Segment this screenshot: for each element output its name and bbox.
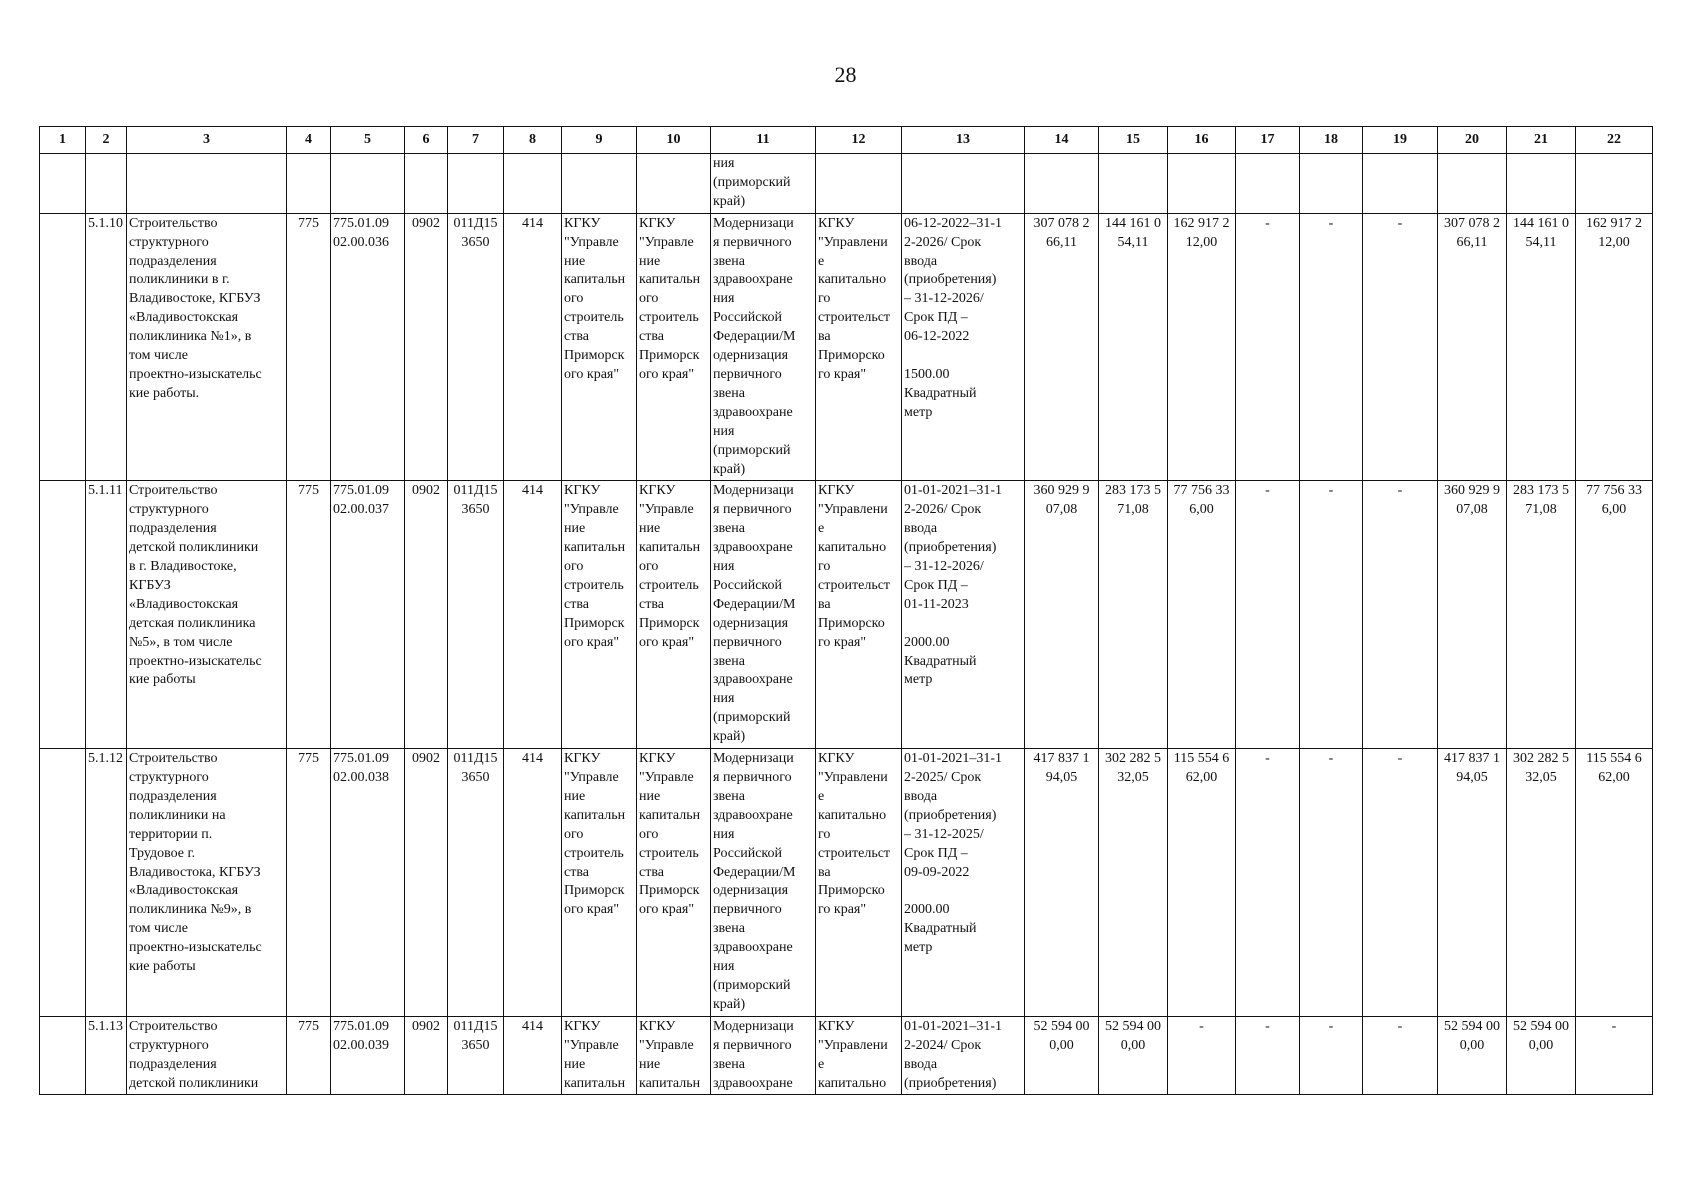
table-cell: 011Д15 3650 <box>448 749 504 1017</box>
table-cell: 414 <box>504 749 562 1017</box>
table-cell: 775.01.09 02.00.037 <box>331 481 405 749</box>
header-cell: 16 <box>1168 127 1236 154</box>
table-cell <box>86 154 127 214</box>
table-row <box>40 1016 1653 1095</box>
header-cell: 5 <box>331 127 405 154</box>
table-cell: 5.1.10 <box>86 213 127 481</box>
header-cell: 20 <box>1438 127 1507 154</box>
table-cell <box>1236 154 1300 214</box>
table-cell: 52 594 00 0,00 <box>1507 1016 1576 1095</box>
header-cell: 15 <box>1099 127 1168 154</box>
table-cell: 775 <box>287 749 331 1017</box>
table-row <box>40 213 1653 481</box>
table-cell: КГКУ "Управлени е капитально го строительст ва Приморско го края" <box>816 481 902 749</box>
table-cell <box>1025 154 1099 214</box>
table-cell: КГКУ "Управле ние капитальн ого строитель ства Приморск ого края" <box>562 749 637 1017</box>
table-cell: - <box>1300 213 1363 481</box>
table-cell: - <box>1236 1016 1300 1095</box>
header-cell: 8 <box>504 127 562 154</box>
table-cell: 414 <box>504 213 562 481</box>
table-cell: 5.1.12 <box>86 749 127 1017</box>
table-cell <box>504 154 562 214</box>
table-cell: Строительство структурного подразделения детской поликлиники в г. Владивостоке, КГБУЗ «Владивостокская детская поликлиника №5», в том числе проектно-изыскательс кие работы <box>127 481 287 749</box>
table-cell <box>1363 154 1438 214</box>
table-cell <box>40 481 86 749</box>
table-cell <box>1438 154 1507 214</box>
table-cell: Строительство структурного подразделения поликлиники в г. Владивостоке, КГБУЗ «Владивостокская поликлиника №1», в том числе проектно-изыскательс кие работы. <box>127 213 287 481</box>
header-cell: 22 <box>1576 127 1653 154</box>
table-cell: 115 554 6 62,00 <box>1168 749 1236 1017</box>
table-cell: 77 756 33 6,00 <box>1168 481 1236 749</box>
table-cell: 775 <box>287 481 331 749</box>
table-cell: - <box>1168 1016 1236 1095</box>
header-cell: 21 <box>1507 127 1576 154</box>
table-cell: 011Д15 3650 <box>448 1016 504 1095</box>
budget-table <box>39 126 1653 1095</box>
table-cell: 775.01.09 02.00.039 <box>331 1016 405 1095</box>
table-cell <box>637 154 711 214</box>
table-row <box>40 481 1653 749</box>
table-cell: Модернизаци я первичного звена здравоохране ния Российской Федерации/М одернизация первичного звена здравоохране ния (приморский край) <box>711 213 816 481</box>
table-cell: КГКУ "Управле ние капитальн ого строитель ства Приморск ого края" <box>637 481 711 749</box>
header-cell: 3 <box>127 127 287 154</box>
table-cell: КГКУ "Управлени е капитально <box>816 1016 902 1095</box>
table-cell: КГКУ "Управлени е капитально го строительст ва Приморско го края" <box>816 749 902 1017</box>
table-cell: 307 078 2 66,11 <box>1438 213 1507 481</box>
table-cell: 162 917 2 12,00 <box>1168 213 1236 481</box>
table-cell: 283 173 5 71,08 <box>1099 481 1168 749</box>
table-cell: 414 <box>504 481 562 749</box>
table-cell <box>40 1016 86 1095</box>
table-cell <box>1507 154 1576 214</box>
table-cell: 01-01-2021–31-1 2-2024/ Срок ввода (приобретения) <box>902 1016 1025 1095</box>
table-cell: - <box>1300 481 1363 749</box>
table-cell: Модернизаци я первичного звена здравоохране <box>711 1016 816 1095</box>
table-cell: 52 594 00 0,00 <box>1099 1016 1168 1095</box>
header-cell: 17 <box>1236 127 1300 154</box>
table-cell: - <box>1236 749 1300 1017</box>
header-cell: 13 <box>902 127 1025 154</box>
table-cell: 0902 <box>405 1016 448 1095</box>
page-number: 28 <box>834 62 857 87</box>
table-cell <box>902 154 1025 214</box>
header-cell: 9 <box>562 127 637 154</box>
table-cell: 775.01.09 02.00.038 <box>331 749 405 1017</box>
table-cell: 011Д15 3650 <box>448 481 504 749</box>
table-cell: КГКУ "Управле ние капитальн ого строитель ства Приморск ого края" <box>637 749 711 1017</box>
table-cell: - <box>1236 481 1300 749</box>
table-cell: - <box>1300 1016 1363 1095</box>
table-cell <box>562 154 637 214</box>
table-cell: 302 282 5 32,05 <box>1099 749 1168 1017</box>
table-cell <box>40 213 86 481</box>
table-cell: - <box>1576 1016 1653 1095</box>
table-cell: 775 <box>287 213 331 481</box>
header-cell: 12 <box>816 127 902 154</box>
table-cell: - <box>1363 749 1438 1017</box>
table-cell <box>405 154 448 214</box>
header-cell: 14 <box>1025 127 1099 154</box>
table-cell: 52 594 00 0,00 <box>1438 1016 1507 1095</box>
table-cell: 360 929 9 07,08 <box>1438 481 1507 749</box>
column-number-header <box>40 127 1653 154</box>
table-cell: 414 <box>504 1016 562 1095</box>
table-cell: КГКУ "Управле ние капитальн <box>637 1016 711 1095</box>
table-cell <box>1099 154 1168 214</box>
header-cell: 18 <box>1300 127 1363 154</box>
header-cell: 7 <box>448 127 504 154</box>
table-cell <box>816 154 902 214</box>
table-cell: 360 929 9 07,08 <box>1025 481 1099 749</box>
table-cell: 417 837 1 94,05 <box>1025 749 1099 1017</box>
table-cell: 115 554 6 62,00 <box>1576 749 1653 1017</box>
table-cell: 06-12-2022–31-1 2-2026/ Срок ввода (приобретения) – 31-12-2026/ Срок ПД – 06-12-2022 1500.00 Квадратный метр <box>902 213 1025 481</box>
table-cell: 01-01-2021–31-1 2-2026/ Срок ввода (приобретения) – 31-12-2026/ Срок ПД – 01-11-2023 2000.00 Квадратный метр <box>902 481 1025 749</box>
continuation-row <box>40 154 1653 214</box>
table-cell <box>287 154 331 214</box>
table-cell: 01-01-2021–31-1 2-2025/ Срок ввода (приобретения) – 31-12-2025/ Срок ПД – 09-09-2022 2000.00 Квадратный метр <box>902 749 1025 1017</box>
header-cell: 2 <box>86 127 127 154</box>
table-cell <box>1168 154 1236 214</box>
table-cell <box>1300 154 1363 214</box>
table-cell: 417 837 1 94,05 <box>1438 749 1507 1017</box>
table-cell: 283 173 5 71,08 <box>1507 481 1576 749</box>
header-cell: 10 <box>637 127 711 154</box>
table-cell: 775 <box>287 1016 331 1095</box>
table-cell: КГКУ "Управле ние капитальн <box>562 1016 637 1095</box>
table-cell: - <box>1236 213 1300 481</box>
table-cell: 0902 <box>405 481 448 749</box>
table-cell: - <box>1363 481 1438 749</box>
table-cell <box>448 154 504 214</box>
table-row <box>40 749 1653 1017</box>
table-cell: 144 161 0 54,11 <box>1099 213 1168 481</box>
table-cell: Модернизаци я первичного звена здравоохране ния Российской Федерации/М одернизация первичного звена здравоохране ния (приморский край) <box>711 481 816 749</box>
table-cell: КГКУ "Управлени е капитально го строительст ва Приморско го края" <box>816 213 902 481</box>
header-cell: 1 <box>40 127 86 154</box>
table-cell: КГКУ "Управле ние капитальн ого строитель ства Приморск ого края" <box>562 481 637 749</box>
table-cell: КГКУ "Управле ние капитальн ого строитель ства Приморск ого края" <box>562 213 637 481</box>
header-cell: 4 <box>287 127 331 154</box>
table-cell: 5.1.11 <box>86 481 127 749</box>
table-cell <box>331 154 405 214</box>
table-cell: ния (приморский край) <box>711 154 816 214</box>
table-cell: 5.1.13 <box>86 1016 127 1095</box>
table-cell: 775.01.09 02.00.036 <box>331 213 405 481</box>
table-cell <box>40 154 86 214</box>
header-cell: 19 <box>1363 127 1438 154</box>
table-cell: 52 594 00 0,00 <box>1025 1016 1099 1095</box>
header-cell: 6 <box>405 127 448 154</box>
table-cell: - <box>1363 1016 1438 1095</box>
table-cell: 162 917 2 12,00 <box>1576 213 1653 481</box>
table-cell: Строительство структурного подразделения детской поликлиники <box>127 1016 287 1095</box>
table-cell: 77 756 33 6,00 <box>1576 481 1653 749</box>
table-cell: КГКУ "Управле ние капитальн ого строитель ства Приморск ого края" <box>637 213 711 481</box>
table-cell: - <box>1363 213 1438 481</box>
table-cell: 0902 <box>405 213 448 481</box>
table-cell: - <box>1300 749 1363 1017</box>
table-cell: 307 078 2 66,11 <box>1025 213 1099 481</box>
table-cell: 011Д15 3650 <box>448 213 504 481</box>
table-cell: 302 282 5 32,05 <box>1507 749 1576 1017</box>
table-cell: Модернизаци я первичного звена здравоохране ния Российской Федерации/М одернизация первичного звена здравоохране ния (приморский край) <box>711 749 816 1017</box>
header-cell: 11 <box>711 127 816 154</box>
table-cell: 144 161 0 54,11 <box>1507 213 1576 481</box>
table-cell: Строительство структурного подразделения поликлиники на территории п. Трудовое г. Владивостока, КГБУЗ «Владивостокская поликлиника №9», в том числе проектно-изыскательс кие работы <box>127 749 287 1017</box>
table-cell <box>127 154 287 214</box>
table-cell <box>40 749 86 1017</box>
table-cell: 0902 <box>405 749 448 1017</box>
table-cell <box>1576 154 1653 214</box>
